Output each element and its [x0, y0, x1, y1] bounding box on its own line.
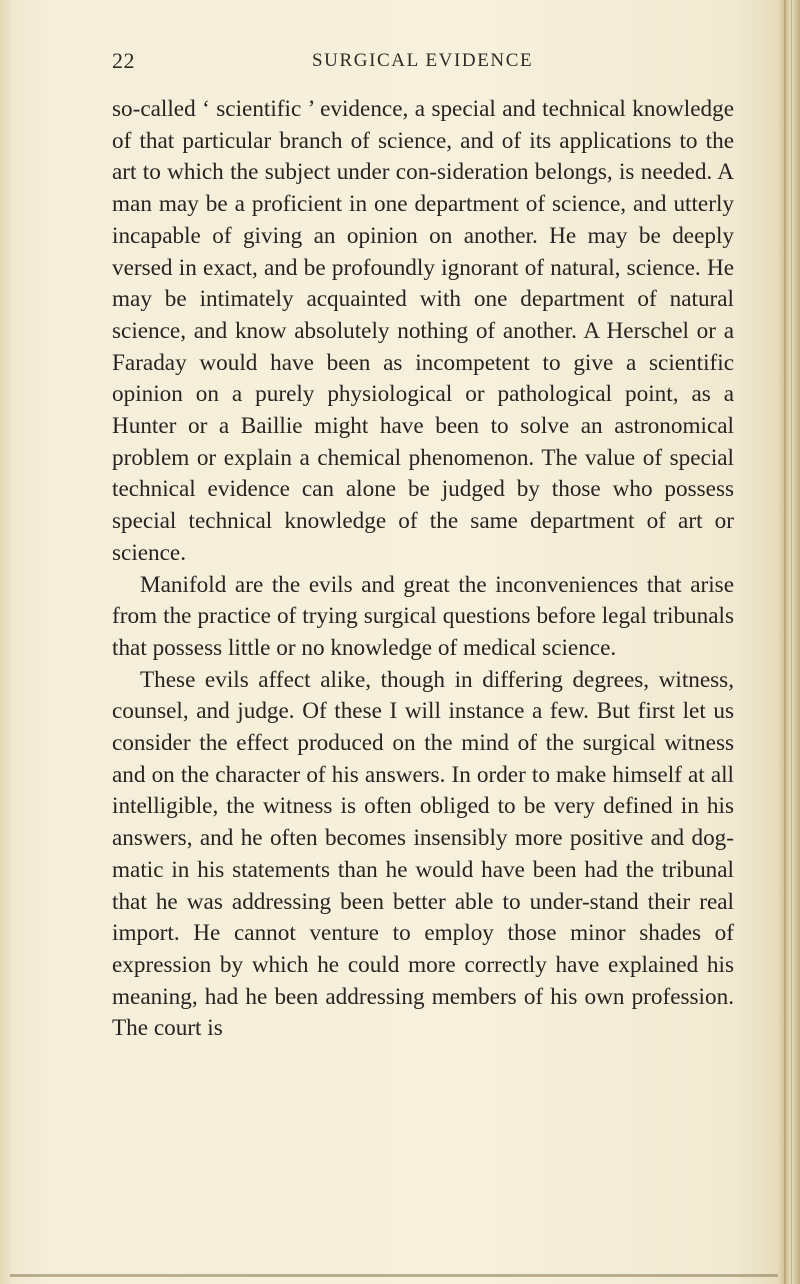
body-text [112, 94, 734, 1045]
page-gutter-shadow [0, 0, 12, 1284]
running-title: SURGICAL EVIDENCE [312, 50, 534, 71]
page-bottom-edge [10, 1274, 778, 1277]
page-header [112, 48, 732, 78]
paragraph-continuation: so-called ‘ scientific ’ evidence, a special and technical knowledge of that particular branch of science, and of its applications to the art to which the subject under con-sideration belongs, is needed. A man may be a proficient in one department of science, and utterly incapable of giving an opinion on another. He may be deeply versed in exact, and be profoundly ignorant of natural, science. He may be intimately acquainted with one department of natural science, and know absolutely nothing of another. A Herschel or a Faraday would have been as incompetent to give a scientific opinion on a purely physiological or pathological point, as a Hunter or a Baillie might have been to solve an astronomical problem or explain a chemical phenomenon. The value of special technical evidence can alone be judged by those who possess special technical knowledge of the same department of art or science. [112, 96, 734, 566]
page-fore-edge [778, 0, 800, 1284]
paragraph-manifold-evils: Manifold are the evils and great the inconveniences that arise from the practice of trying surgical questions before legal tribunals that possess little or no knowledge of medical science. [112, 571, 734, 661]
paragraph-these-evils: These evils affect alike, though in differing degrees, witness, counsel, and judge. Of these I will instance a few. But first let us consider the effect produced on the mind of the surgical witness and on the character of his answers. In order to make himself at all intelligible, the witness is often obliged to be very defined in his answers, and he often becomes insensibly more positive and dog-matic in his statements than he would have been had the tribunal that he was addressing been better able to under-stand their real import. He cannot venture to employ those minor shades of expression by which he could more correctly have explained his meaning, had he been addressing members of his own profession. The court is [112, 666, 734, 1042]
page-number: 22 [112, 48, 135, 73]
